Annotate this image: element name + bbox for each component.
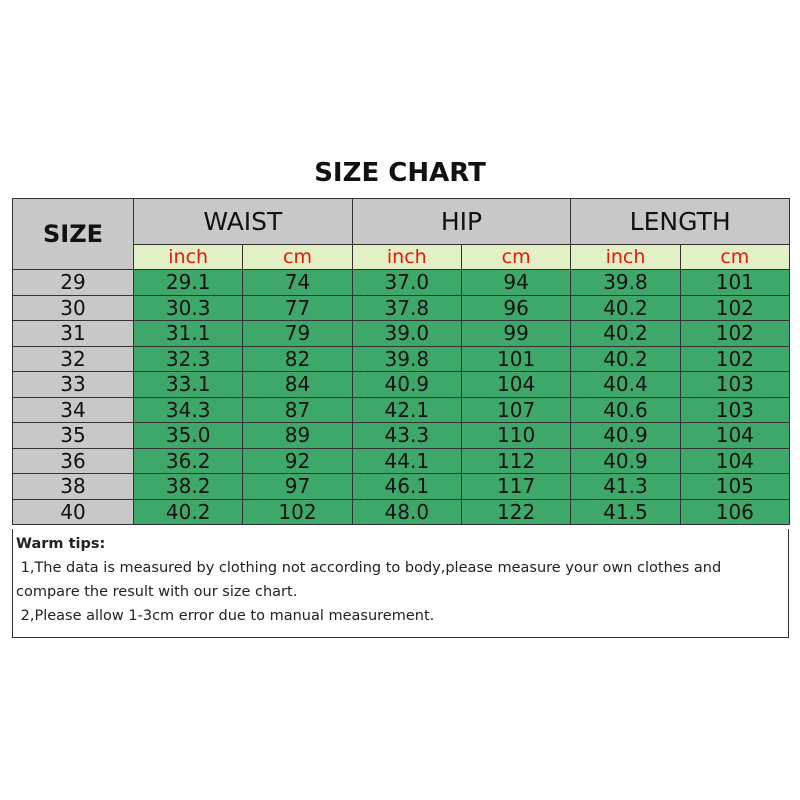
waist-inch-cell: 32.3	[134, 346, 243, 372]
waist-inch-cell: 36.2	[134, 448, 243, 474]
waist-inch-cell: 29.1	[134, 270, 243, 296]
hip-inch-cell: 43.3	[352, 423, 461, 449]
hip-inch-cell: 37.0	[352, 270, 461, 296]
hip-inch-cell: 37.8	[352, 295, 461, 321]
unit-inch: inch	[134, 245, 243, 270]
unit-inch: inch	[571, 245, 680, 270]
waist-header: WAIST	[134, 199, 353, 245]
unit-cm: cm	[461, 245, 570, 270]
size-chart-table	[12, 198, 790, 525]
size-cell: 33	[13, 372, 134, 398]
hip-inch-cell: 44.1	[352, 448, 461, 474]
length-inch-cell: 40.2	[571, 321, 680, 347]
hip-cm-cell: 101	[461, 346, 570, 372]
table-row	[13, 321, 790, 347]
size-cell: 32	[13, 346, 134, 372]
length-inch-cell: 39.8	[571, 270, 680, 296]
table-row	[13, 397, 790, 423]
hip-cm-cell: 104	[461, 372, 570, 398]
table-body	[13, 270, 790, 525]
waist-inch-cell: 35.0	[134, 423, 243, 449]
hip-inch-cell: 40.9	[352, 372, 461, 398]
table-row	[13, 423, 790, 449]
length-cm-cell: 102	[680, 346, 789, 372]
unit-inch: inch	[352, 245, 461, 270]
hip-inch-cell: 39.0	[352, 321, 461, 347]
hip-inch-cell: 46.1	[352, 474, 461, 500]
size-cell: 29	[13, 270, 134, 296]
unit-cm: cm	[680, 245, 789, 270]
length-cm-cell: 104	[680, 423, 789, 449]
size-cell: 30	[13, 295, 134, 321]
size-cell: 38	[13, 474, 134, 500]
waist-cm-cell: 74	[243, 270, 352, 296]
length-inch-cell: 40.6	[571, 397, 680, 423]
page-title: SIZE CHART	[314, 158, 486, 188]
waist-cm-cell: 102	[243, 499, 352, 525]
length-cm-cell: 102	[680, 295, 789, 321]
waist-cm-cell: 97	[243, 474, 352, 500]
length-inch-cell: 41.5	[571, 499, 680, 525]
waist-inch-cell: 33.1	[134, 372, 243, 398]
table-row	[13, 448, 790, 474]
hip-cm-cell: 99	[461, 321, 570, 347]
waist-cm-cell: 84	[243, 372, 352, 398]
table-row	[13, 346, 790, 372]
length-cm-cell: 104	[680, 448, 789, 474]
length-inch-cell: 40.2	[571, 346, 680, 372]
waist-cm-cell: 92	[243, 448, 352, 474]
length-cm-cell: 103	[680, 397, 789, 423]
table-row	[13, 270, 790, 296]
length-cm-cell: 101	[680, 270, 789, 296]
size-header: SIZE	[13, 199, 134, 270]
hip-cm-cell: 96	[461, 295, 570, 321]
hip-inch-cell: 48.0	[352, 499, 461, 525]
length-inch-cell: 40.4	[571, 372, 680, 398]
waist-cm-cell: 79	[243, 321, 352, 347]
hip-cm-cell: 117	[461, 474, 570, 500]
waist-cm-cell: 89	[243, 423, 352, 449]
waist-cm-cell: 77	[243, 295, 352, 321]
length-inch-cell: 40.9	[571, 448, 680, 474]
length-cm-cell: 102	[680, 321, 789, 347]
size-cell: 34	[13, 397, 134, 423]
waist-inch-cell: 38.2	[134, 474, 243, 500]
warm-tips	[12, 529, 789, 638]
hip-cm-cell: 112	[461, 448, 570, 474]
hip-cm-cell: 122	[461, 499, 570, 525]
hip-inch-cell: 42.1	[352, 397, 461, 423]
length-cm-cell: 105	[680, 474, 789, 500]
length-inch-cell: 40.2	[571, 295, 680, 321]
waist-cm-cell: 87	[243, 397, 352, 423]
length-inch-cell: 41.3	[571, 474, 680, 500]
unit-cm: cm	[243, 245, 352, 270]
header-row	[13, 199, 790, 245]
size-cell: 36	[13, 448, 134, 474]
tips-heading: Warm tips:	[16, 536, 106, 552]
length-header: LENGTH	[571, 199, 790, 245]
length-cm-cell: 106	[680, 499, 789, 525]
waist-inch-cell: 30.3	[134, 295, 243, 321]
length-inch-cell: 40.9	[571, 423, 680, 449]
table-row	[13, 295, 790, 321]
hip-inch-cell: 39.8	[352, 346, 461, 372]
tip-2: 2,Please allow 1-3cm error due to manual measurement.	[16, 608, 435, 624]
hip-cm-cell: 107	[461, 397, 570, 423]
length-cm-cell: 103	[680, 372, 789, 398]
hip-header: HIP	[352, 199, 571, 245]
tip-1: 1,The data is measured by clothing not according to body,please measure your own clothes and compare the result with our size chart.	[16, 560, 726, 600]
table-row	[13, 372, 790, 398]
waist-inch-cell: 31.1	[134, 321, 243, 347]
size-cell: 40	[13, 499, 134, 525]
table-row	[13, 474, 790, 500]
hip-cm-cell: 94	[461, 270, 570, 296]
waist-cm-cell: 82	[243, 346, 352, 372]
size-cell: 35	[13, 423, 134, 449]
table-row	[13, 499, 790, 525]
size-cell: 31	[13, 321, 134, 347]
waist-inch-cell: 40.2	[134, 499, 243, 525]
hip-cm-cell: 110	[461, 423, 570, 449]
waist-inch-cell: 34.3	[134, 397, 243, 423]
